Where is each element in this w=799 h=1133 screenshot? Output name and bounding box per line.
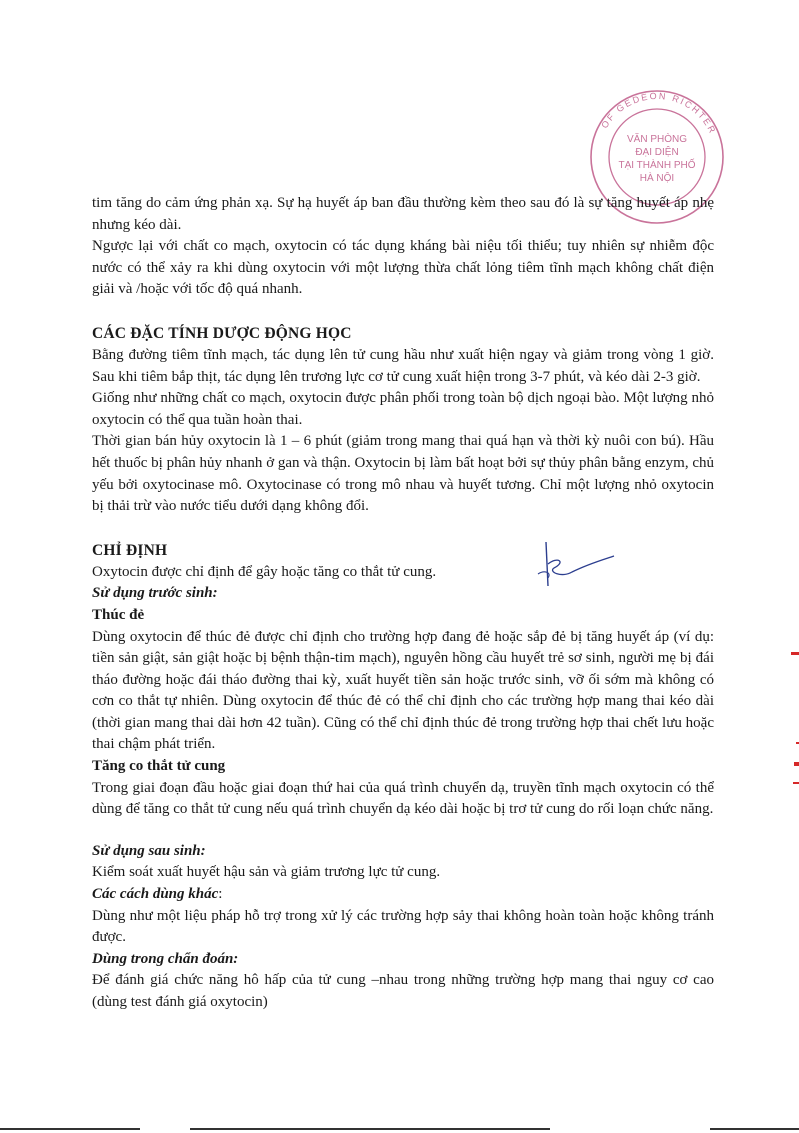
induction-heading: Thúc đẻ (92, 606, 145, 623)
footer-rule (190, 1128, 550, 1130)
section-heading-pharmacokinetics: CÁC ĐẶC TÍNH DƯỢC ĐỘNG HỌC (92, 324, 352, 342)
indications-intro: Oxytocin được chỉ định để gây hoặc tăng co thắt tử cung. (92, 563, 437, 580)
other-uses-line (92, 884, 714, 906)
footer-rule (0, 1128, 140, 1130)
diagnostic-paragraph: Để đánh giá chức năng hô hấp của tử cung –nhau trong những trường hợp mang thai nguy cơ cao (dùng test đánh giá oxytocin) (92, 972, 714, 1010)
document-body (92, 193, 714, 1014)
diagnostic-heading: Dùng trong chẩn đoán: (92, 950, 239, 967)
induction-paragraph: Dùng oxytocin để thúc đẻ được chỉ định cho trường hợp đang đẻ hoặc sắp đẻ bị tăng huyết áp (ví dụ: tiền sản giật, sản giật hoặc bị bệnh thận-tim mạch), nguyên hồng cầu huyết trẻ sơ sinh, người mẹ bị đái tháo đường hoặc đái tháo đường thai kỳ, xuất huyết tiền sản hoặc trước sinh, vỡ ối sớm mà không có cơn co thắt tự nhiên. Dùng oxytocin để thúc đẻ có thể chỉ định cho các trường hợp mang thai kéo dài (thời gian mang thai dài hơn 42 tuần). Cũng có thể chỉ định thúc đẻ trong trường hợp thai chết lưu hoặc thai chậm phát triển. (92, 628, 714, 753)
edge-mark (794, 762, 799, 766)
svg-text:VĂN PHÒNG: VĂN PHÒNG (626, 134, 688, 145)
edge-mark (791, 652, 799, 655)
svg-text:HÀ NỘI: HÀ NỘI (639, 173, 675, 184)
postnatal-paragraph: Kiểm soát xuất huyết hậu sản và giảm trương lực tử cung. (92, 864, 441, 881)
augment-heading: Tăng co thắt tử cung (92, 758, 226, 775)
edge-mark (793, 782, 799, 784)
pk-paragraph: Giống như những chất co mạch, oxytocin được phân phối trong toàn bộ dịch ngoại bào. Một lượng nhỏ oxytocin có thể qua tuần hoàn thai. (92, 390, 714, 428)
other-uses-heading: Các cách dùng khác (92, 886, 219, 903)
svg-text:OF GEDEON RICHTER: OF GEDEON RICHTER (599, 90, 719, 137)
other-uses-paragraph: Dùng như một liệu pháp hỗ trợ trong xử lý các trường hợp sảy thai không hoàn toàn hoặc không tránh được. (92, 907, 714, 946)
intro-paragraph: Ngược lại với chất co mạch, oxytocin có tác dụng kháng bài niệu tối thiểu; tuy nhiên sự nhiễm độc nước có thể xảy ra khi dùng oxytocin với một lượng thừa chất lỏng tiêm tĩnh mạch không chất điện giải và /hoặc với tốc độ quá nhanh. (92, 238, 714, 298)
svg-text:TẠI THÀNH PHỐ: TẠI THÀNH PHỐ (618, 160, 696, 171)
footer-rule (710, 1128, 799, 1130)
section-heading-indications: CHỈ ĐỊNH (92, 541, 168, 559)
augment-paragraph: Trong giai đoạn đầu hoặc giai đoạn thứ hai của quá trình chuyển dạ, truyền tĩnh mạch oxytocin có thể dùng để tăng co thắt tử cung nếu quá trình chuyển dạ kéo dài hoặc bị trơ tử cung do rối loạn chức năng. (92, 779, 714, 818)
other-uses-colon: : (218, 886, 223, 903)
postnatal-heading: Sử dụng sau sinh: (92, 842, 206, 859)
intro-paragraph: tim tăng do cảm ứng phản xạ. Sự hạ huyết áp ban đầu thường kèm theo sau đó là sự tăng huyết áp nhẹ nhưng kéo dài. (92, 195, 714, 233)
svg-text:ĐẠI DIỆN: ĐẠI DIỆN (635, 147, 679, 158)
pk-paragraph: Bằng đường tiêm tĩnh mạch, tác dụng lên tử cung hầu như xuất hiện ngay và giảm trong vòng 1 giờ. Sau khi tiêm bắp thịt, tác dụng lên trương lực cơ tử cung xuất hiện trong 3-7 phút, và kéo dài 2-3 giờ. (92, 346, 714, 385)
pk-paragraph: Thời gian bán hủy oxytocin là 1 – 6 phút (giảm trong mang thai quá hạn và thời kỳ nuôi con bú). Hầu hết thuốc bị phân hủy nhanh ở gan và thận. Oxytocin bị làm bất hoạt bởi sự thủy phân bằng enzym, chủ yếu bởi oxytocinase mô. Oxytocinase có trong mô nhau và huyết tương. Chỉ một lượng nhỏ oxytocin bị thải trừ vào nước tiểu dưới dạng không đổi. (92, 433, 714, 515)
antenatal-heading: Sử dụng trước sinh: (92, 585, 218, 602)
